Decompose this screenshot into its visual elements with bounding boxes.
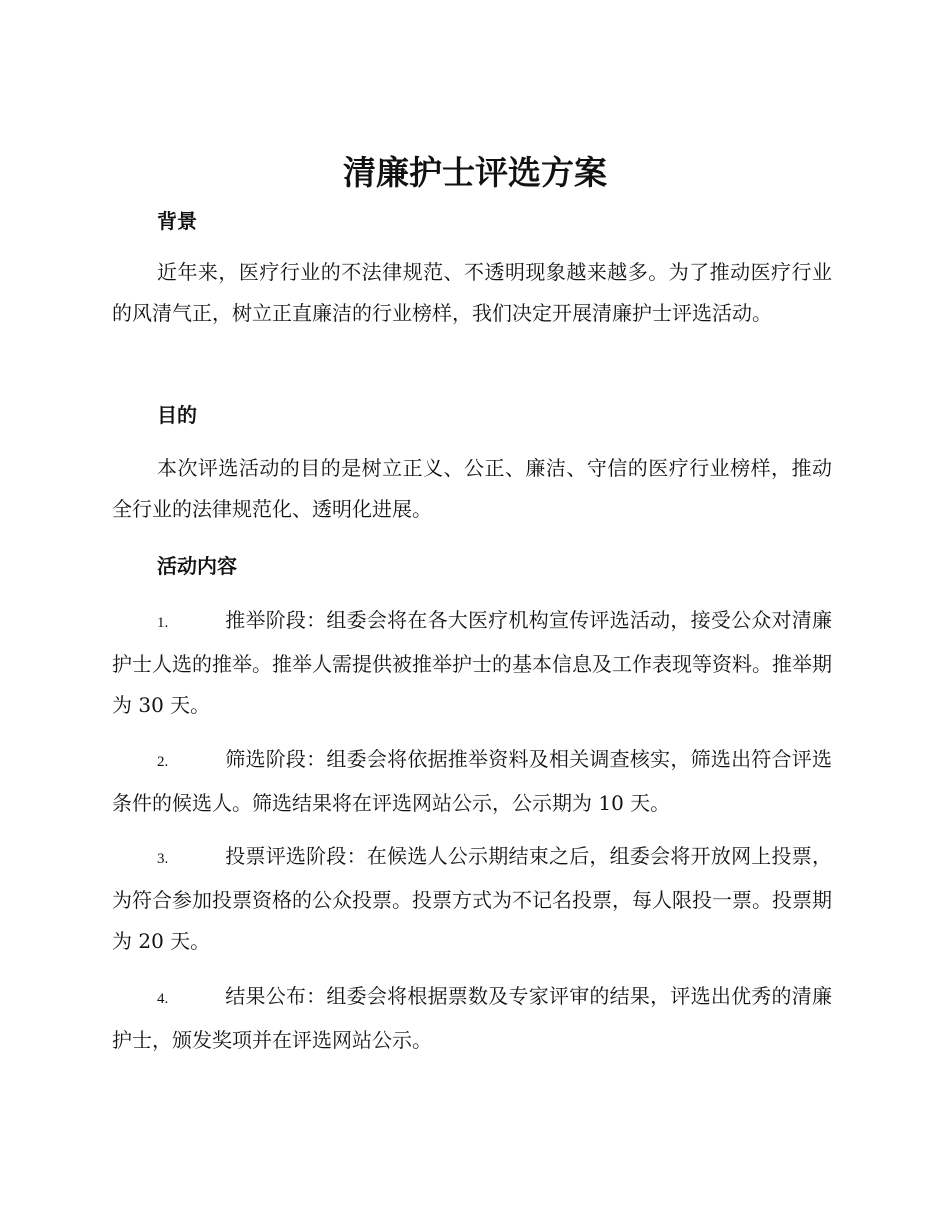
section-heading-activity: 活动内容 xyxy=(157,554,237,578)
list-item xyxy=(112,739,832,824)
section-heading-purpose: 目的 xyxy=(157,403,197,427)
list-item-number: 3. xyxy=(157,851,169,867)
list-item-text: 结果公布：组委会将根据票数及专家评审的结果，评选出优秀的清廉护士，颁发奖项并在评选网站公示。 xyxy=(112,984,832,1052)
list-item-number: 4. xyxy=(157,991,169,1007)
section-heading-background: 背景 xyxy=(157,209,197,233)
list-item-text: 推举阶段：组委会将在各大医疗机构宣传评选活动，接受公众对清廉护士人选的推举。推举人需提供被推举护士的基本信息及工作表现等资料。推举期为 30 天。 xyxy=(112,608,832,717)
list-item-number: 2. xyxy=(157,754,169,770)
list-item xyxy=(112,600,832,726)
list-item-text: 投票评选阶段：在候选人公示期结束之后，组委会将开放网上投票，为符合参加投票资格的公众投票。投票方式为不记名投票，每人限投一票。投票期为 20 天。 xyxy=(112,844,832,953)
list-item-number: 1. xyxy=(157,615,169,631)
list-item xyxy=(112,976,832,1061)
section-paragraph-background: 近年来，医疗行业的不法律规范、不透明现象越来越多。为了推动医疗行业的风清气正，树立正直廉洁的行业榜样，我们决定开展清廉护士评选活动。 xyxy=(112,260,832,325)
section-paragraph-purpose: 本次评选活动的目的是树立正义、公正、廉洁、守信的医疗行业榜样，推动全行业的法律规范化、透明化进展。 xyxy=(112,456,832,521)
document-title: 清廉护士评选方案 xyxy=(343,153,607,192)
list-item-text: 筛选阶段：组委会将依据推举资料及相关调查核实，筛选出符合评选条件的候选人。筛选结果将在评选网站公示，公示期为 10 天。 xyxy=(112,747,832,815)
list-item xyxy=(112,836,832,962)
